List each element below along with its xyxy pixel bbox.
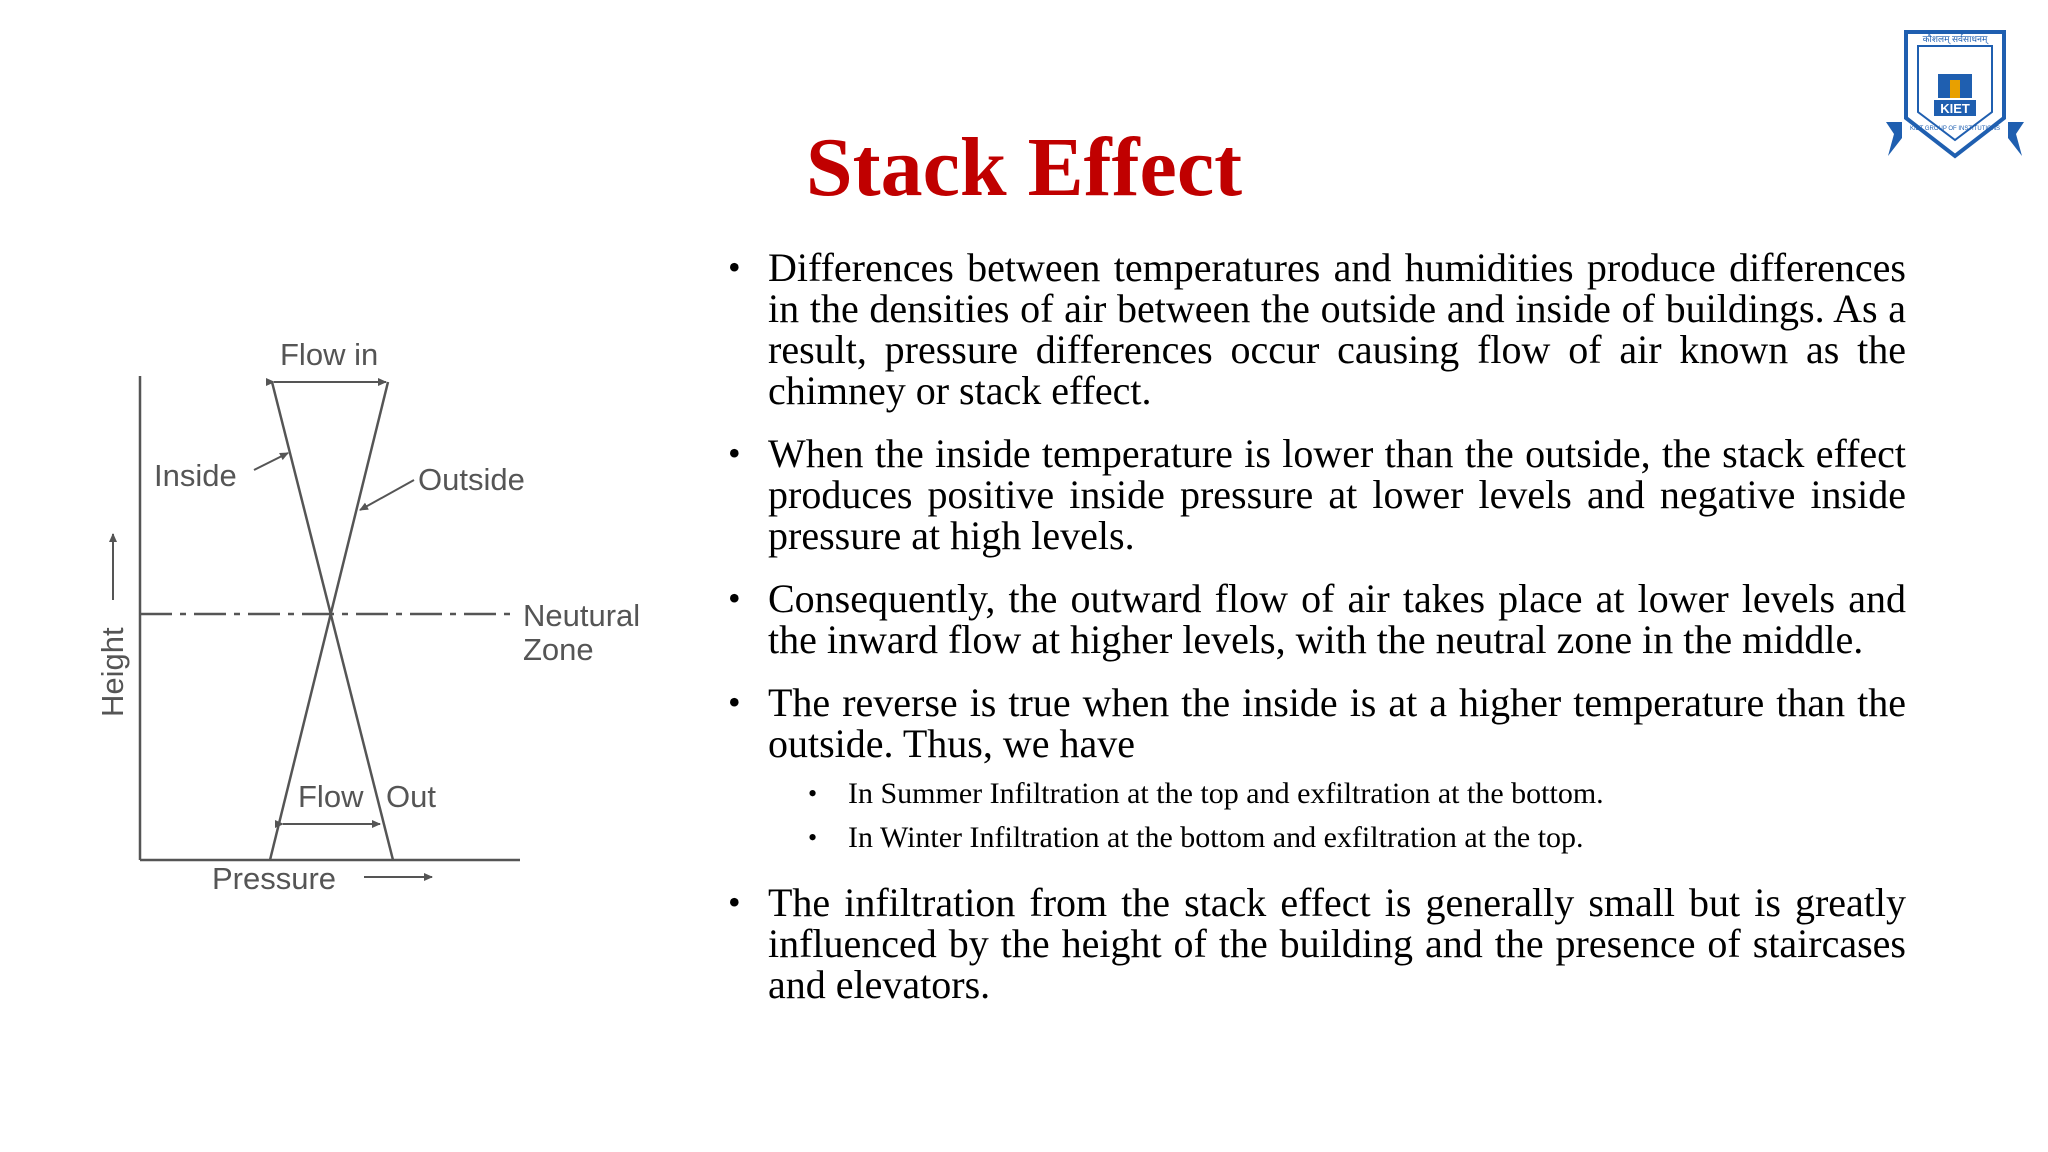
slide-title: Stack Effect xyxy=(805,121,1243,214)
bullet-text: Consequently, the outward flow of air takes place at lower levels and the inward flow at higher levels, with the neutral zone in the middle. xyxy=(768,576,1906,662)
flow-in-label: Flow in xyxy=(280,337,379,372)
inside-pointer xyxy=(254,453,288,470)
bullet-item xyxy=(728,682,1906,860)
bullet-item xyxy=(728,247,1906,411)
logo-banner-ribbon xyxy=(2008,122,2024,156)
logo-banner-ribbon xyxy=(1886,122,1902,156)
logo-ring-text: KIET GROUP OF INSTITUTIONS xyxy=(1909,126,2001,132)
height-label: Height xyxy=(95,627,130,717)
sub-bullet-item: • In Summer Infiltration at the top and exfiltration at the bottom. xyxy=(808,772,1906,816)
neutural-label: Neutural xyxy=(523,598,641,633)
bullet-text: When the inside temperature is lower than the outside, the stack effect produces positive inside pressure at lower levels and negative inside pressure at high levels. xyxy=(768,431,1906,558)
kiet-logo xyxy=(1880,26,2030,166)
inside-label: Inside xyxy=(154,458,237,493)
sub-bullet-list xyxy=(768,772,1906,860)
stack-effect-diagram xyxy=(80,320,680,920)
outside-pointer xyxy=(360,480,414,510)
outside-label: Outside xyxy=(418,462,525,497)
flow-label: Flow xyxy=(298,779,364,814)
bullet-item xyxy=(728,433,1906,556)
bullet-text: The infiltration from the stack effect is generally small but is greatly influenced by the height of the building and the presence of staircases and elevators. xyxy=(768,880,1906,1007)
logo-motto: कौशलम् सर्वसाधनम् xyxy=(1922,34,1988,44)
logo-badge-text: KIET xyxy=(1940,101,1970,116)
sub-bullet-item: • In Winter Infiltration at the bottom and exfiltration at the top. xyxy=(808,816,1906,860)
bullet-list xyxy=(728,247,1906,1027)
bullet-item xyxy=(728,882,1906,1005)
zone-label: Zone xyxy=(523,632,594,667)
bullet-text: The reverse is true when the inside is at a higher temperature than the outside. Thus, we have xyxy=(768,680,1906,766)
logo-door-icon xyxy=(1950,80,1960,98)
bullet-item xyxy=(728,578,1906,660)
pressure-label: Pressure xyxy=(212,861,337,896)
out-label: Out xyxy=(386,779,436,814)
bullet-text: Differences between temperatures and humidities produce differences in the densities of air between the outside and inside of buildings. As a result, pressure differences occur causing flow of air known as the chimney or stack effect. xyxy=(768,245,1906,413)
